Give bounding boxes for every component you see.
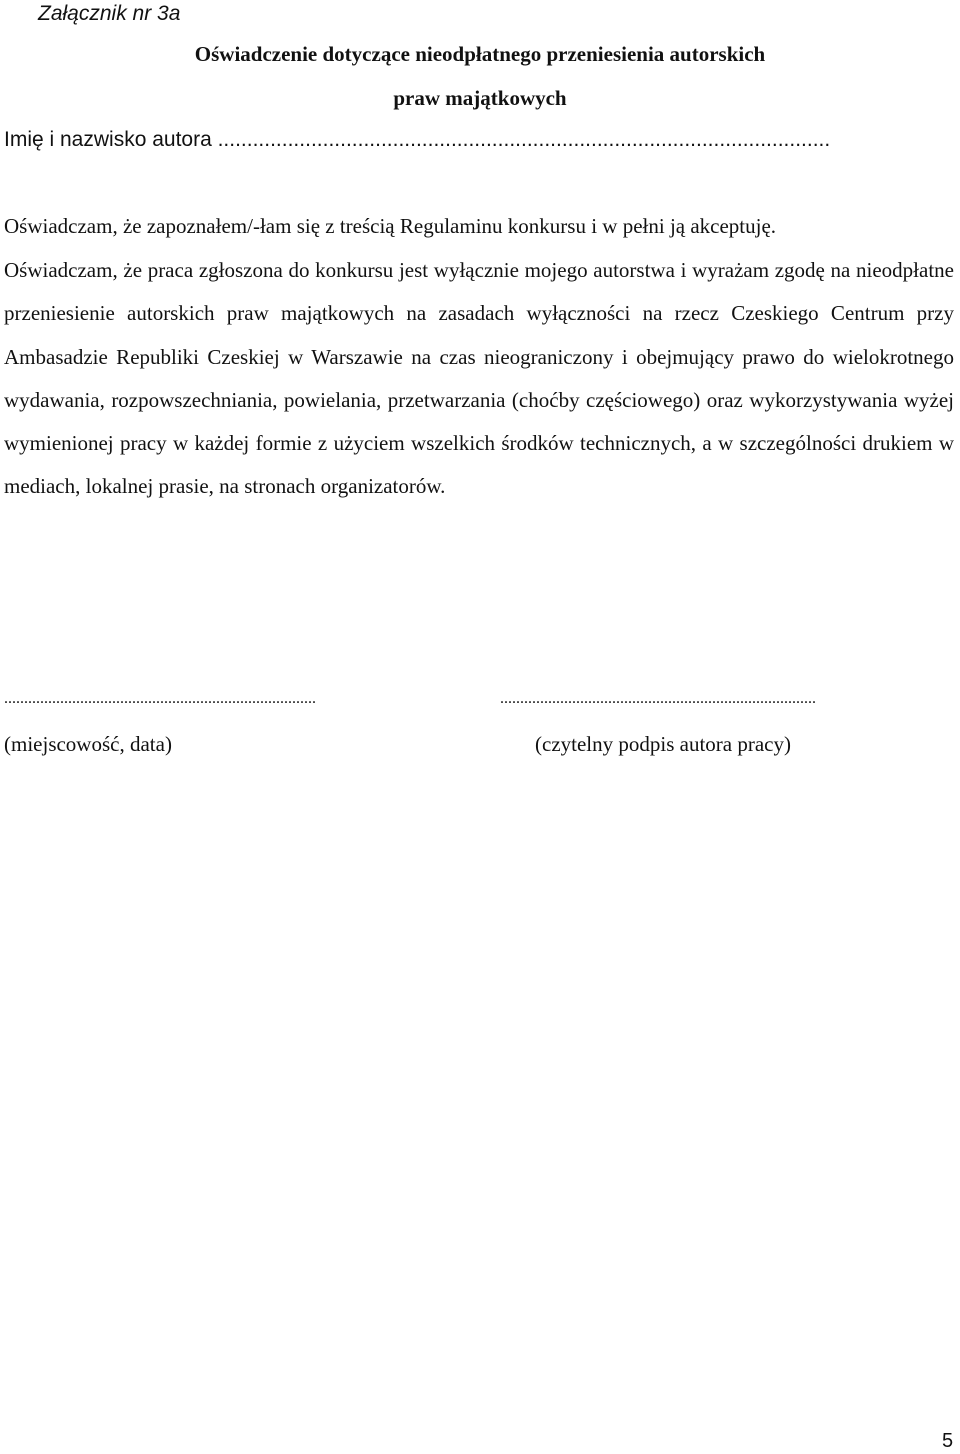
declaration-paragraph: Oświadczam, że praca zgłoszona do konkursu jest wyłącznie mojego autorstwa i wyrażam zgodę na nieodpłatne przeniesienie autorskich praw majątkowych na zasadach wyłączności na rzecz Czeskiego Centrum przy Ambasadzie Republiki Czeskiej w Warszawie na czas nieograniczony i obejmujący prawo do wielokrotnego wydawania, rozpowszechniania, powielania, przetwarzania (choćby częściowego) oraz wykorzystywania wyżej wymienionej pracy w każdej formie z użyciem wszelkich środków technicznych, a w szczególności drukiem w mediach, lokalnej prasie, na stronach organizatorów. bbox=[4, 258, 954, 499]
page-number: 5 bbox=[942, 1430, 954, 1452]
place-date-caption: (miejscowość, data) bbox=[4, 732, 172, 756]
acceptance-statement: Oświadczam, że zapoznałem/-łam się z treścią Regulaminu konkursu i w pełni ją akceptuję. bbox=[4, 214, 777, 238]
place-date-dotted-line: .............................................................................. bbox=[4, 690, 316, 707]
author-name-field: Imię i nazwisko autora ......................................................................................................... bbox=[4, 128, 831, 151]
annex-label: Załącznik nr 3a bbox=[38, 2, 181, 25]
signature-dotted-line: ............................................................................... bbox=[500, 690, 816, 707]
document-title-line-1: Oświadczenie dotyczące nieodpłatnego przeniesienia autorskich bbox=[194, 42, 766, 66]
document-title-line-2: praw majątkowych bbox=[393, 86, 567, 110]
signature-caption: (czytelny podpis autora pracy) bbox=[535, 732, 791, 756]
